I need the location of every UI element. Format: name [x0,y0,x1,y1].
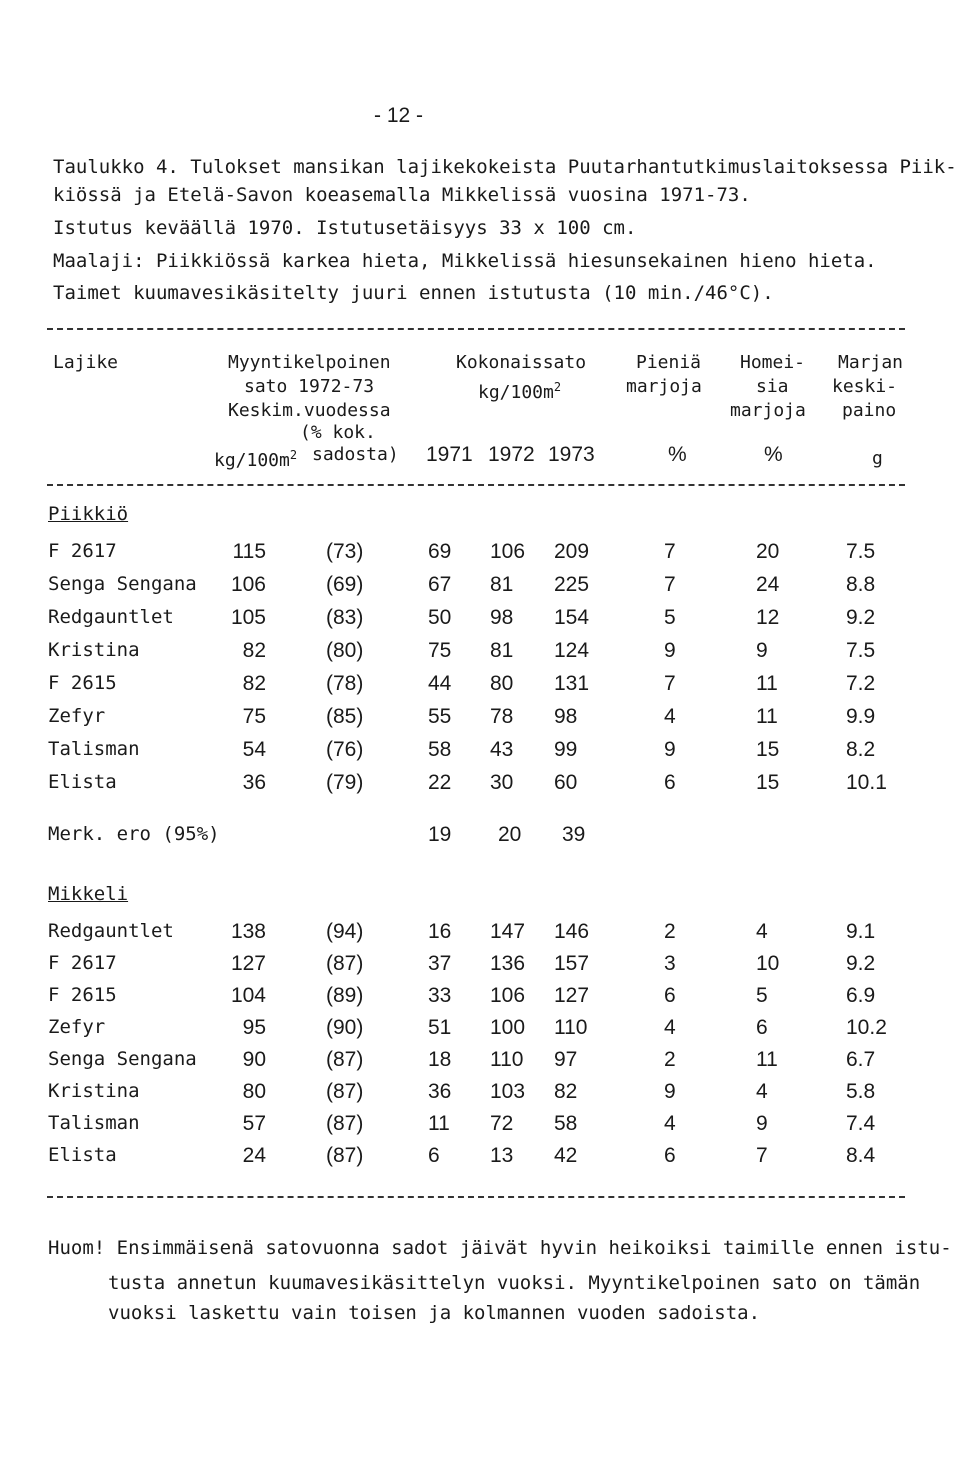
cell-pct: (79) [326,771,364,794]
cell-y1972: 13 [490,1144,514,1167]
section-title-mikkeli: Mikkeli [48,883,129,905]
header-myynti-pct-2: sadosta) [312,444,399,465]
cell-myynti: 138 [230,920,266,943]
cell-y1972: 80 [490,672,514,695]
header-myynti-1: Myyntikelpoinen [228,352,391,373]
cell-y1973: 42 [554,1144,578,1167]
cell-y1973: 124 [554,639,590,662]
footnote-line-3: vuoksi laskettu vain toisen ja kolmannen vuoden sadoista. [108,1302,761,1324]
cell-pct: (87) [326,1080,364,1103]
cell-paino: 10.1 [846,771,887,794]
header-paino-2: keski- [832,376,898,397]
cell-pienia: 7 [664,573,676,596]
cell-y1971: 6 [428,1144,440,1167]
cell-y1971: 50 [428,606,452,629]
bottom-rule [47,1196,905,1198]
cell-paino: 7.2 [846,672,876,695]
cell-paino: 7.5 [846,639,876,662]
cell-homei: 15 [756,771,780,794]
cell-y1971: 11 [428,1112,450,1135]
cell-myynti: 82 [242,639,266,662]
header-rule [47,484,905,486]
cell-homei: 20 [756,540,780,563]
cell-name: Zefyr [48,705,106,727]
cell-y1973: 157 [554,952,590,975]
intro-line-1: Taulukko 4. Tulokset mansikan lajikekokeista Puutarhantutkimuslaitoksessa Piik- [53,156,957,178]
intro-line-3: Istutus keväällä 1970. Istutusetäisyys 33 x 100 cm. [53,217,637,239]
cell-pienia: 2 [664,1048,676,1071]
cell-myynti: 127 [230,952,266,975]
header-paino-unit: g [872,448,883,469]
header-pienia-unit: % [668,443,687,466]
cell-pienia: 2 [664,920,676,943]
cell-myynti: 24 [242,1144,266,1167]
header-paino-3: paino [842,400,897,421]
cell-y1973: 131 [554,672,590,695]
cell-homei: 15 [756,738,780,761]
cell-y1972: 100 [490,1016,526,1039]
cell-y1972: 147 [490,920,526,943]
cell-y1972: 136 [490,952,526,975]
cell-pienia: 3 [664,952,676,975]
cell-name: Talisman [48,738,140,760]
intro-line-2: kiössä ja Etelä-Savon koeasemalla Mikkelissä vuosina 1971-73. [53,184,751,206]
cell-pct: (90) [326,1016,364,1039]
cell-pienia: 7 [664,672,676,695]
cell-y1973: 154 [554,606,590,629]
header-homei-1: Homei- [740,352,806,373]
cell-y1973: 146 [554,920,590,943]
cell-paino: 9.9 [846,705,876,728]
header-paino-1: Marjan [838,352,904,373]
cell-pct: (76) [326,738,364,761]
cell-name: Elista [48,771,117,793]
cell-myynti: 106 [230,573,266,596]
cell-y1971: 33 [428,984,452,1007]
cell-paino: 8.4 [846,1144,876,1167]
header-myynti-pct-1: (% kok. [300,422,376,443]
cell-paino: 7.4 [846,1112,876,1135]
cell-pct: (89) [326,984,364,1007]
cell-homei: 4 [756,920,768,943]
merk-ero-1972: 20 [498,823,522,846]
merk-ero-1973: 39 [562,823,586,846]
cell-myynti: 36 [242,771,266,794]
cell-y1971: 22 [428,771,452,794]
section-title-piikkio: Piikkiö [48,503,129,525]
cell-homei: 10 [756,952,780,975]
cell-y1973: 225 [554,573,590,596]
cell-pienia: 4 [664,1016,676,1039]
header-lajike: Lajike [53,352,119,373]
cell-paino: 5.8 [846,1080,876,1103]
intro-line-5: Taimet kuumavesikäsitelty juuri ennen istutusta (10 min./46°C). [53,282,774,304]
cell-pct: (85) [326,705,364,728]
cell-pienia: 4 [664,705,676,728]
footnote-line-2: tusta annetun kuumavesikäsittelyn vuoksi. Myyntikelpoinen sato on tämän [108,1272,921,1294]
cell-y1973: 97 [554,1048,578,1071]
cell-paino: 9.2 [846,606,876,629]
cell-myynti: 82 [242,672,266,695]
cell-y1971: 58 [428,738,452,761]
cell-pct: (69) [326,573,364,596]
cell-y1971: 18 [428,1048,452,1071]
cell-homei: 4 [756,1080,768,1103]
cell-y1973: 98 [554,705,578,728]
cell-pct: (80) [326,639,364,662]
cell-pct: (78) [326,672,364,695]
cell-myynti: 57 [242,1112,266,1135]
cell-name: F 2617 [48,952,117,974]
cell-myynti: 75 [242,705,266,728]
cell-y1972: 98 [490,606,514,629]
footnote-line-1: Huom! Ensimmäisenä satovuonna sadot jäivät hyvin heikoiksi taimille ennen istu- [48,1237,952,1259]
cell-y1973: 110 [554,1016,588,1039]
header-homei-3: marjoja [730,400,806,421]
cell-y1973: 209 [554,540,590,563]
cell-name: Senga Sengana [48,1048,197,1070]
cell-name: Redgauntlet [48,606,174,628]
cell-y1972: 30 [490,771,514,794]
cell-homei: 6 [756,1016,768,1039]
cell-paino: 9.2 [846,952,876,975]
cell-paino: 6.7 [846,1048,876,1071]
cell-pienia: 6 [664,1144,676,1167]
cell-pienia: 9 [664,1080,676,1103]
cell-pct: (94) [326,920,364,943]
cell-pienia: 9 [664,738,676,761]
top-rule [47,328,905,330]
cell-name: Kristina [48,639,140,661]
cell-y1971: 69 [428,540,452,563]
merk-ero-1971: 19 [428,823,452,846]
header-year-1972: 1972 [488,443,535,466]
cell-paino: 9.1 [846,920,876,943]
header-koko-2: $kg/100m^2$ [478,380,562,403]
cell-y1973: 60 [554,771,578,794]
cell-myynti: 105 [230,606,266,629]
cell-name: Zefyr [48,1016,106,1038]
cell-pienia: 5 [664,606,676,629]
cell-paino: 8.2 [846,738,876,761]
cell-homei: 9 [756,1112,768,1135]
header-homei-unit: % [764,443,783,466]
header-pienia-1: Pieniä [636,352,702,373]
cell-homei: 5 [756,984,768,1007]
cell-y1971: 55 [428,705,452,728]
cell-name: F 2615 [48,672,117,694]
cell-homei: 9 [756,639,768,662]
cell-pct: (83) [326,606,364,629]
cell-homei: 11 [756,672,778,695]
cell-pct: (87) [326,1112,364,1135]
cell-myynti: 95 [242,1016,266,1039]
cell-y1972: 110 [490,1048,524,1071]
cell-y1972: 81 [490,573,514,596]
cell-name: Elista [48,1144,117,1166]
page-number: - 12 - [374,104,424,127]
cell-y1973: 82 [554,1080,578,1103]
cell-name: Redgauntlet [48,920,174,942]
cell-name: Senga Sengana [48,573,197,595]
cell-y1971: 16 [428,920,452,943]
cell-pct: (87) [326,1048,364,1071]
cell-myynti: 54 [242,738,266,761]
cell-myynti: 90 [242,1048,266,1071]
header-homei-2: sia [756,376,789,397]
cell-y1971: 37 [428,952,452,975]
header-year-1971: 1971 [426,443,473,466]
cell-y1972: 106 [490,984,526,1007]
cell-pienia: 9 [664,639,676,662]
header-pienia-2: marjoja [626,376,702,397]
header-myynti-3: Keskim.vuodessa [228,400,391,421]
cell-pct: (87) [326,1144,364,1167]
cell-y1971: 75 [428,639,452,662]
header-myynti-unit: $kg/100m^2$ [214,448,298,471]
cell-y1972: 78 [490,705,514,728]
header-year-1973: 1973 [548,443,595,466]
cell-pienia: 6 [664,984,676,1007]
cell-y1972: 81 [490,639,514,662]
header-myynti-2: sato 1972-73 [244,376,375,397]
cell-homei: 11 [756,705,778,728]
cell-myynti: 115 [232,540,266,563]
cell-myynti: 80 [242,1080,266,1103]
cell-y1972: 72 [490,1112,514,1135]
merk-ero-label: Merk. ero (95%) [48,823,220,845]
cell-y1971: 51 [428,1016,452,1039]
cell-homei: 12 [756,606,780,629]
cell-name: Talisman [48,1112,140,1134]
cell-name: F 2617 [48,540,117,562]
cell-y1971: 36 [428,1080,452,1103]
cell-paino: 7.5 [846,540,876,563]
cell-y1972: 43 [490,738,514,761]
cell-homei: 7 [756,1144,768,1167]
cell-y1972: 103 [490,1080,526,1103]
cell-name: Kristina [48,1080,140,1102]
cell-homei: 11 [756,1048,778,1071]
intro-line-4: Maalaji: Piikkiössä karkea hieta, Mikkelissä hiesunsekainen hieno hieta. [53,250,877,272]
cell-y1973: 99 [554,738,578,761]
cell-pienia: 6 [664,771,676,794]
header-koko-1: Kokonaissato [456,352,587,373]
cell-myynti: 104 [230,984,266,1007]
cell-paino: 8.8 [846,573,876,596]
cell-pienia: 7 [664,540,676,563]
cell-pienia: 4 [664,1112,676,1135]
cell-pct: (87) [326,952,364,975]
cell-paino: 10.2 [846,1016,887,1039]
cell-pct: (73) [326,540,364,563]
cell-homei: 24 [756,573,780,596]
cell-y1973: 127 [554,984,590,1007]
cell-y1973: 58 [554,1112,578,1135]
cell-name: F 2615 [48,984,117,1006]
cell-y1971: 44 [428,672,452,695]
cell-paino: 6.9 [846,984,876,1007]
cell-y1972: 106 [490,540,526,563]
cell-y1971: 67 [428,573,452,596]
